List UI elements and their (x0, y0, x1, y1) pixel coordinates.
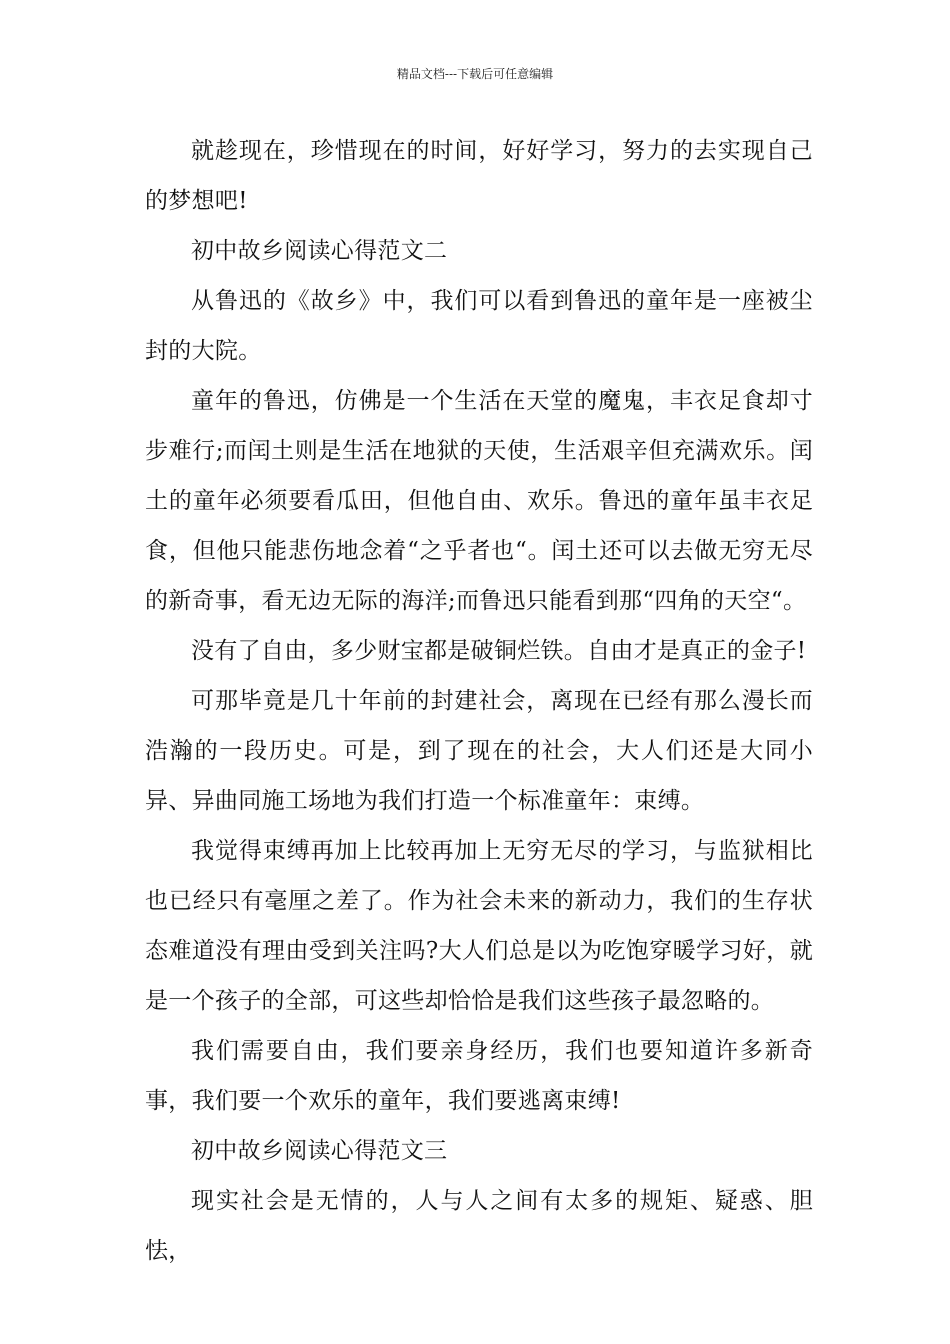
document-body (145, 126, 813, 1276)
paragraph: 童年的鲁迅，仿佛是一个生活在天堂的魔鬼，丰衣足食却寸步难行;而闰土则是生活在地狱的天使，生活艰辛但充满欢乐。闰土的童年必须要看瓜田，但他自由、欢乐。鲁迅的童年虽丰衣足食，但他只能悲伤地念着“之乎者也“。闰土还可以去做无穷无尽的新奇事，看无边无际的海洋;而鲁迅只能看到那“四角的天空“。 (145, 388, 813, 614)
paragraph: 我觉得束缚再加上比较再加上无穷无尽的学习，与监狱相比也已经只有毫厘之差了。作为社会未来的新动力，我们的生存状态难道没有理由受到关注吗?大人们总是以为吃饱穿暖学习好，就是一个孩子的全部，可这些却恰恰是我们这些孩子最忽略的。 (145, 838, 813, 1014)
paragraph: 我们需要自由，我们要亲身经历，我们也要知道许多新奇事，我们要一个欢乐的童年，我们要逃离束缚! (145, 1038, 813, 1114)
paragraph: 从鲁迅的《故乡》中，我们可以看到鲁迅的童年是一座被尘封的大院。 (145, 288, 813, 364)
section-heading: 初中故乡阅读心得范文三 (191, 1138, 448, 1164)
paragraph: 现实社会是无情的，人与人之间有太多的规矩、疑惑、胆怯， (145, 1188, 813, 1264)
paragraph: 没有了自由，多少财宝都是破铜烂铁。自由才是真正的金子! (191, 638, 807, 664)
paragraph: 就趁现在，珍惜现在的时间，好好学习，努力的去实现自己的梦想吧! (145, 138, 813, 214)
paragraph: 可那毕竟是几十年前的封建社会，离现在已经有那么漫长而浩瀚的一段历史。可是，到了现在的社会，大人们还是大同小异、异曲同施工场地为我们打造一个标准童年：束缚。 (145, 688, 813, 814)
section-heading: 初中故乡阅读心得范文二 (191, 238, 448, 264)
page-header: 精品文档---下载后可任意编辑 (396, 67, 554, 81)
